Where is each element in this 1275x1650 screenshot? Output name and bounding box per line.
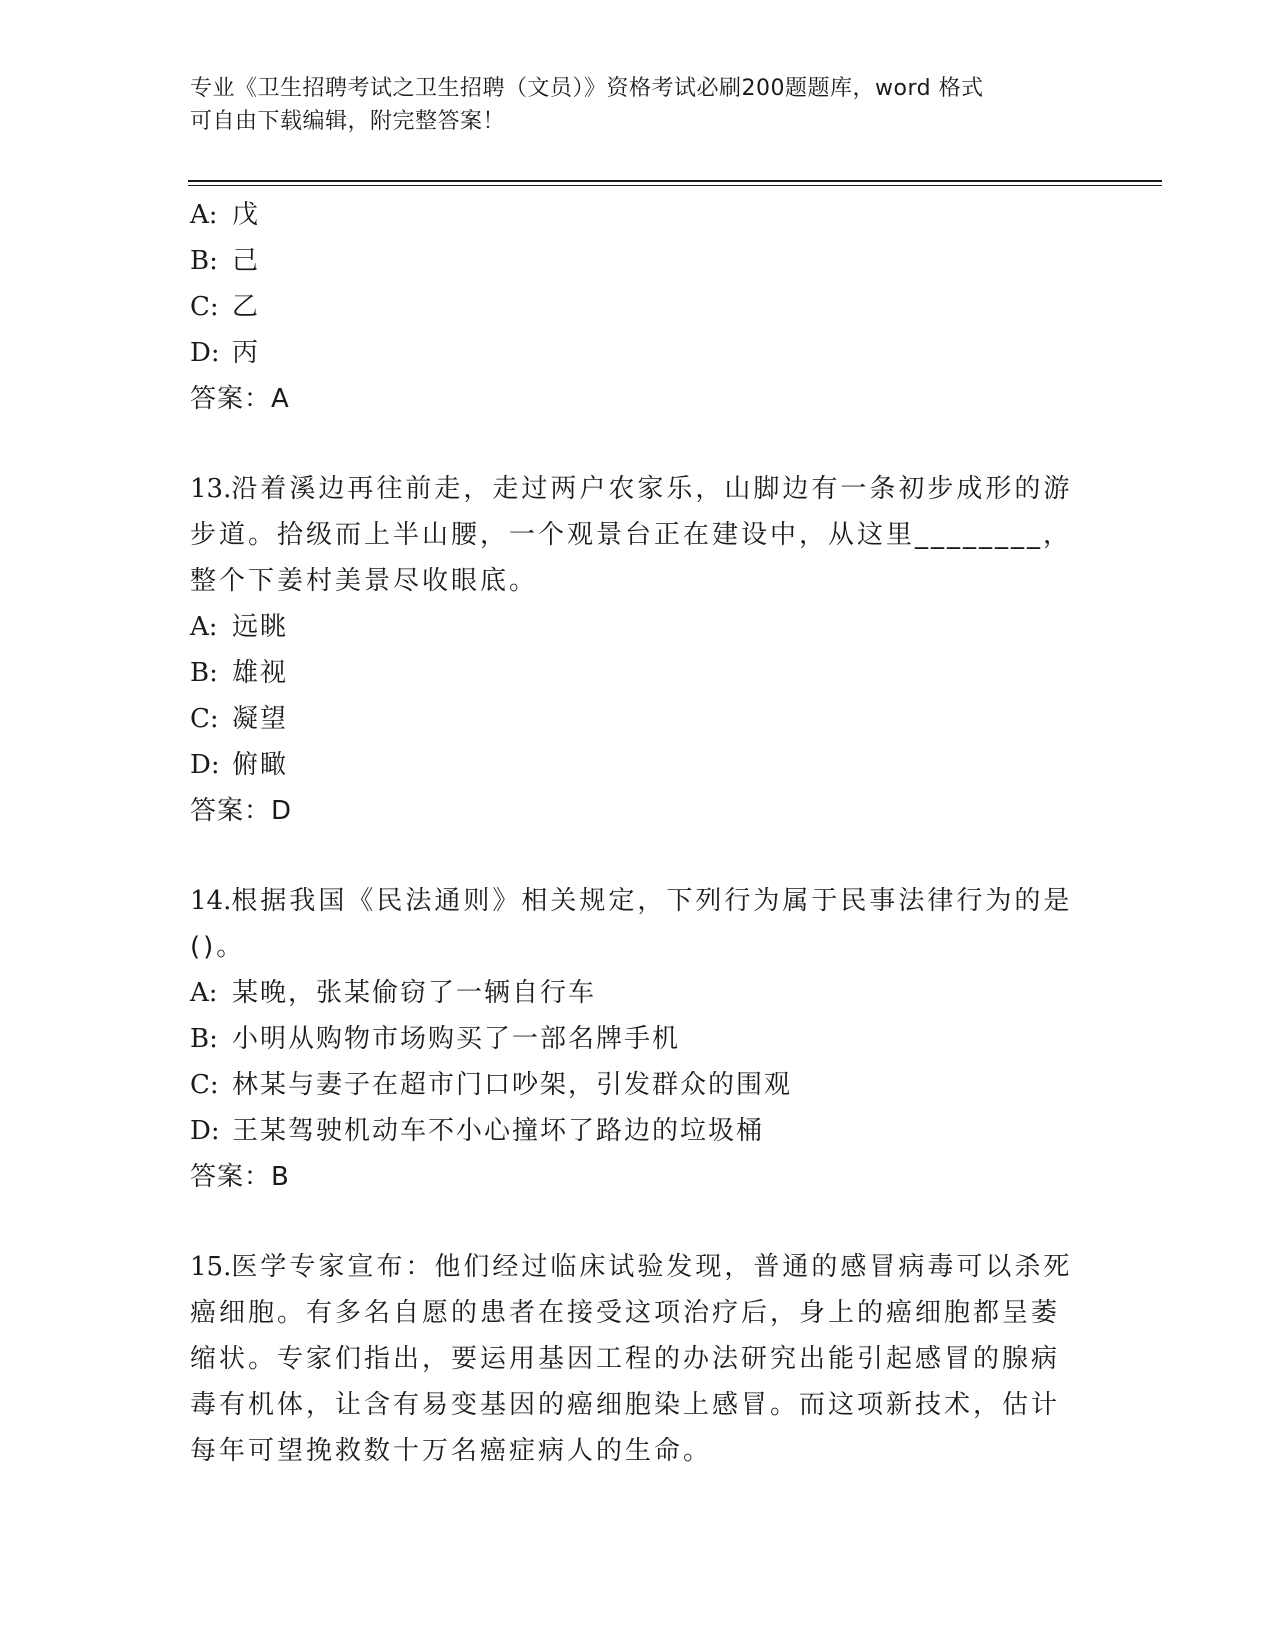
header-line-2: 可自由下载编辑，附完整答案！ — [190, 109, 506, 134]
option-letter: B: — [190, 658, 218, 688]
question-number: 14. — [190, 886, 232, 916]
question-line: 每年可望挽救数十万名癌症病人的生命。 — [190, 1436, 713, 1466]
answer: 答案：D — [190, 796, 293, 826]
question-line: 缩状。专家们指出，要运用基因工程的办法研究出能引起感冒的腺病 — [190, 1344, 1061, 1374]
question-stem — [190, 878, 1090, 924]
question-stem — [190, 466, 1090, 512]
option-text: 丙 — [232, 338, 261, 368]
option-letter: D: — [190, 1116, 220, 1146]
option-text: 王某驾驶机动车不小心撞坏了路边的垃圾桶 — [232, 1116, 765, 1146]
option-text: 俯瞰 — [232, 750, 289, 780]
option-b — [190, 1016, 1090, 1062]
option-c — [190, 284, 1090, 330]
option-letter: C: — [190, 292, 219, 322]
option-letter: A: — [190, 200, 218, 230]
option-letter: A: — [190, 612, 218, 642]
question-line: 步道。拾级而上半山腰，一个观景台正在建设中，从这里________， — [190, 520, 1073, 550]
option-text: 戊 — [232, 200, 261, 230]
option-c — [190, 696, 1090, 742]
option-text: 凝望 — [232, 704, 289, 734]
option-b — [190, 650, 1090, 696]
answer: 答案：B — [190, 1162, 290, 1192]
option-text: 雄视 — [232, 658, 289, 688]
option-b — [190, 238, 1090, 284]
option-d — [190, 330, 1090, 376]
answer: 答案：A — [190, 384, 290, 414]
question-line: 医学专家宣布：他们经过临床试验发现，普通的感冒病毒可以杀死 — [231, 1252, 1073, 1282]
document-header — [190, 72, 1090, 138]
option-a — [190, 970, 1090, 1016]
question-line: 根据我国《民法通则》相关规定，下列行为属于民事法律行为的是 — [231, 886, 1073, 916]
option-letter: C: — [190, 1070, 219, 1100]
option-letter: C: — [190, 704, 219, 734]
option-letter: D: — [190, 750, 220, 780]
question-stem — [190, 1244, 1090, 1290]
question-12 — [190, 192, 1090, 422]
option-letter: B: — [190, 246, 218, 276]
option-text: 远眺 — [232, 612, 289, 642]
header-line-1: 专业《卫生招聘考试之卫生招聘（文员）》资格考试必刷200题题库，word 格式 — [190, 76, 984, 101]
question-list — [190, 192, 1090, 1474]
question-number: 13. — [190, 474, 232, 504]
option-a — [190, 192, 1090, 238]
question-number: 15. — [190, 1252, 232, 1282]
question-line: 沿着溪边再往前走，走过两户农家乐，山脚边有一条初步成形的游 — [231, 474, 1073, 504]
option-text: 己 — [232, 246, 261, 276]
option-text: 某晚，张某偷窃了一辆自行车 — [232, 978, 597, 1008]
option-a — [190, 604, 1090, 650]
question-14 — [190, 878, 1090, 1200]
option-letter: B: — [190, 1024, 218, 1054]
header-divider-thick — [188, 180, 1162, 182]
question-15 — [190, 1244, 1090, 1474]
option-text: 林某与妻子在超市门口吵架，引发群众的围观 — [232, 1070, 793, 1100]
option-text: 小明从购物市场购买了一部名牌手机 — [232, 1024, 681, 1054]
question-line: 毒有机体，让含有易变基因的癌细胞染上感冒。而这项新技术，估计 — [190, 1390, 1061, 1420]
option-d — [190, 742, 1090, 788]
option-letter: A: — [190, 978, 218, 1008]
option-letter: D: — [190, 338, 220, 368]
question-13 — [190, 466, 1090, 834]
option-d — [190, 1108, 1090, 1154]
option-c — [190, 1062, 1090, 1108]
question-line: 癌细胞。有多名自愿的患者在接受这项治疗后，身上的癌细胞都呈萎 — [190, 1298, 1061, 1328]
question-line: ()。 — [190, 932, 246, 962]
header-divider-thin — [188, 185, 1162, 186]
question-line: 整个下姜村美景尽收眼底。 — [190, 566, 539, 596]
option-text: 乙 — [232, 292, 261, 322]
